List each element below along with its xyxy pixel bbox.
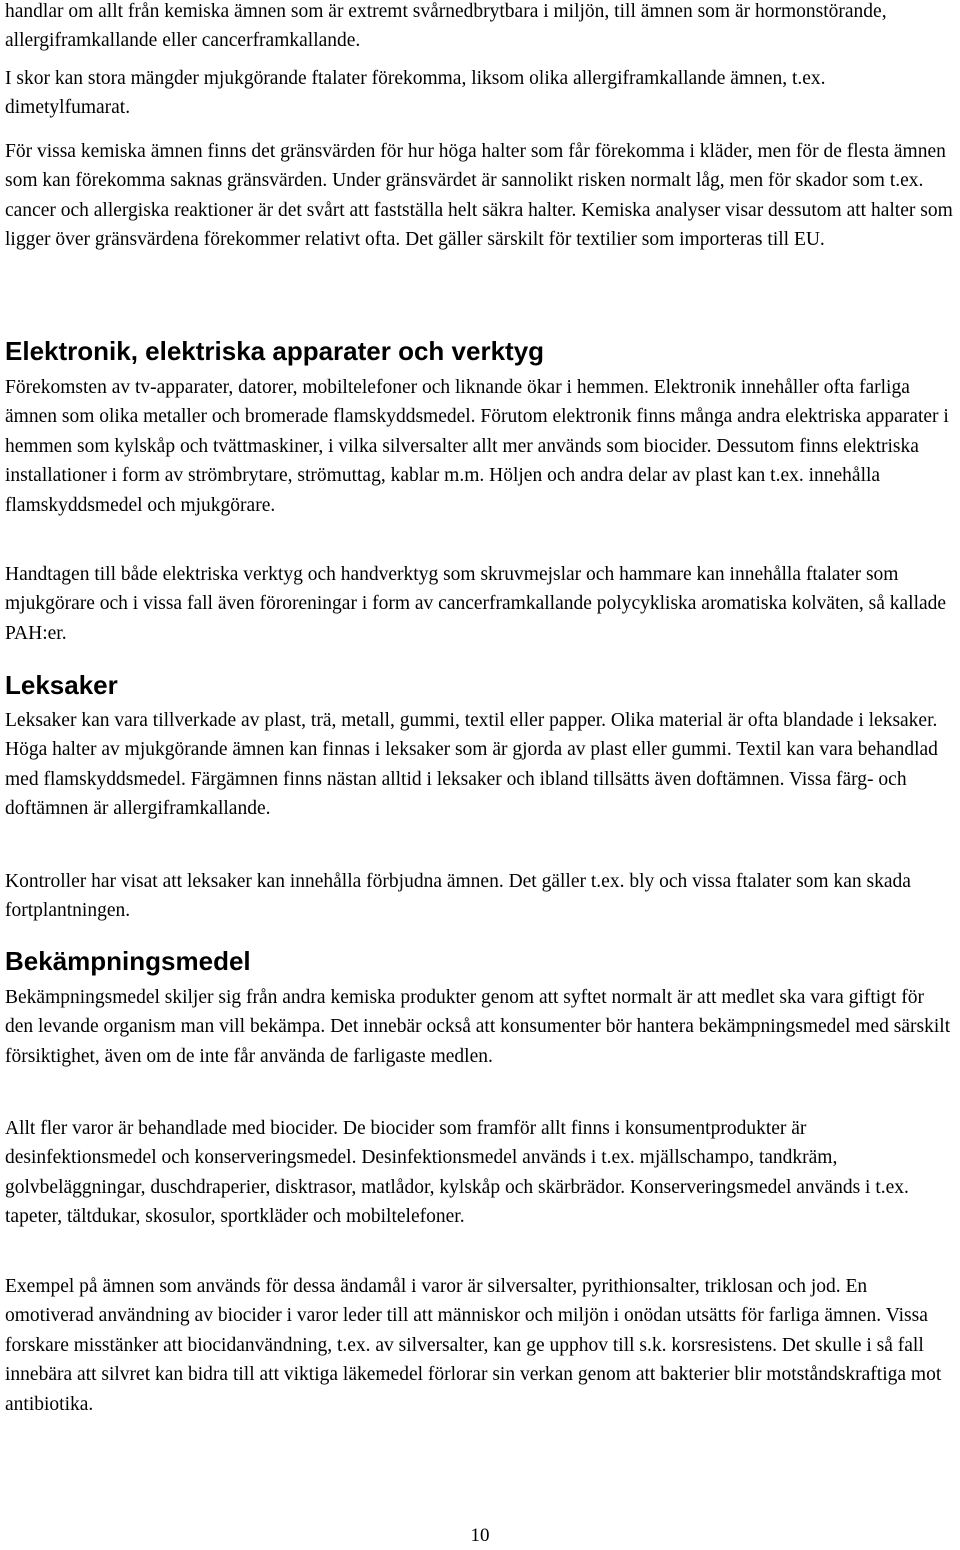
body-paragraph: Kontroller har visat att leksaker kan innehålla förbjudna ämnen. Det gäller t.ex. bly och vissa ftalater som kan skada fortplantningen. xyxy=(5,871,911,922)
body-paragraph: Bekämpningsmedel skiljer sig från andra kemiska produkter genom att syftet normalt är att medlet ska vara giftigt för den levande organism man vill bekämpa. Det innebär också att konsumenter bör hantera bekämpningsmedel med särskilt försiktighet, även om de inte får använda de farligaste medlen. xyxy=(5,987,951,1067)
body-paragraph: handlar om allt från kemiska ämnen som är extremt svårnedbrytbara i miljön, till ämnen som är hormonstörande, allergiframkallande eller cancerframkallande. xyxy=(5,1,887,52)
body-paragraph: Leksaker kan vara tillverkade av plast, trä, metall, gummi, textil eller papper. Olika material är ofta blandade i leksaker. Höga halter av mjukgörande ämnen kan finnas i leksaker som är gjorda av plast eller gummi. Textil kan vara behandlad med flamskyddsmedel. Färgämnen finns nästan alltid i leksaker och ibland tillsätts även doftämnen. Vissa färg- och doftämnen är allergiframkallande. xyxy=(5,710,938,820)
section-heading-elektronik: Elektronik, elektriska apparater och verktyg xyxy=(5,336,545,366)
body-paragraph: För vissa kemiska ämnen finns det gränsvärden för hur höga halter som får förekomma i kläder, men för de flesta ämnen som kan förekomma saknas gränsvärden. Under gränsvärdet är sannolikt risken normalt låg, men för skador som t.ex. cancer och allergiska reaktioner är det svårt att fastställa helt säkra halter. Kemiska analyser visar dessutom att halter som ligger över gränsvärdena förekommer relativt ofta. Det gäller särskilt för textilier som importeras till EU. xyxy=(5,141,953,251)
body-paragraph: I skor kan stora mängder mjukgörande ftalater förekomma, liksom olika allergiframkallande ämnen, t.ex. dimetylfumarat. xyxy=(5,68,826,119)
body-paragraph: Allt fler varor är behandlade med biocider. De biocider som framför allt finns i konsumentprodukter är desinfektionsmedel och konserveringsmedel. Desinfektionsmedel används i t.ex. mjällschampo, tandkräm, golvbeläggningar, duschdraperier, disktrasor, matlådor, kylskåp och skärbrädor. Konserveringsmedel används i t.ex. tapeter, tältdukar, skosulor, sportkläder och mobiltelefoner. xyxy=(5,1118,909,1228)
page-number: 10 xyxy=(470,1525,490,1546)
section-heading-leksaker: Leksaker xyxy=(5,670,118,700)
body-paragraph: Exempel på ämnen som används för dessa ändamål i varor är silversalter, pyrithionsalter, triklosan och jod. En omotiverad användning av biocider i varor leder till att människor och miljön i onödan utsätts för farliga ämnen. Vissa forskare misstänker att biocidanvändning, t.ex. av silversalter, kan ge upphov till s.k. korsresistens. Det skulle i så fall innebära att silvret kan bidra till att viktiga läkemedel förlorar sin verkan genom att bakterier blir motståndskraftiga mot antibiotika. xyxy=(5,1276,942,1415)
body-paragraph: Förekomsten av tv-apparater, datorer, mobiltelefoner och liknande ökar i hemmen. Elektronik innehåller ofta farliga ämnen som olika metaller och bromerade flamskyddsmedel. Förutom elektronik finns många andra elektriska apparater i hemmen som kylskåp och tvättmaskiner, i vilka silversalter allt mer används som biocider. Dessutom finns elektriska installationer i form av strömbrytare, strömuttag, kablar m.m. Höljen och andra delar av plast kan t.ex. innehålla flamskyddsmedel och mjukgörare. xyxy=(5,377,949,516)
section-heading-bekampningsmedel: Bekämpningsmedel xyxy=(5,946,251,976)
body-paragraph: Handtagen till både elektriska verktyg och handverktyg som skruvmejslar och hammare kan innehålla ftalater som mjukgörare och i vissa fall även föroreningar i form av cancerframkallande polycykliska aromatiska kolväten, så kallade PAH:er. xyxy=(5,564,947,644)
